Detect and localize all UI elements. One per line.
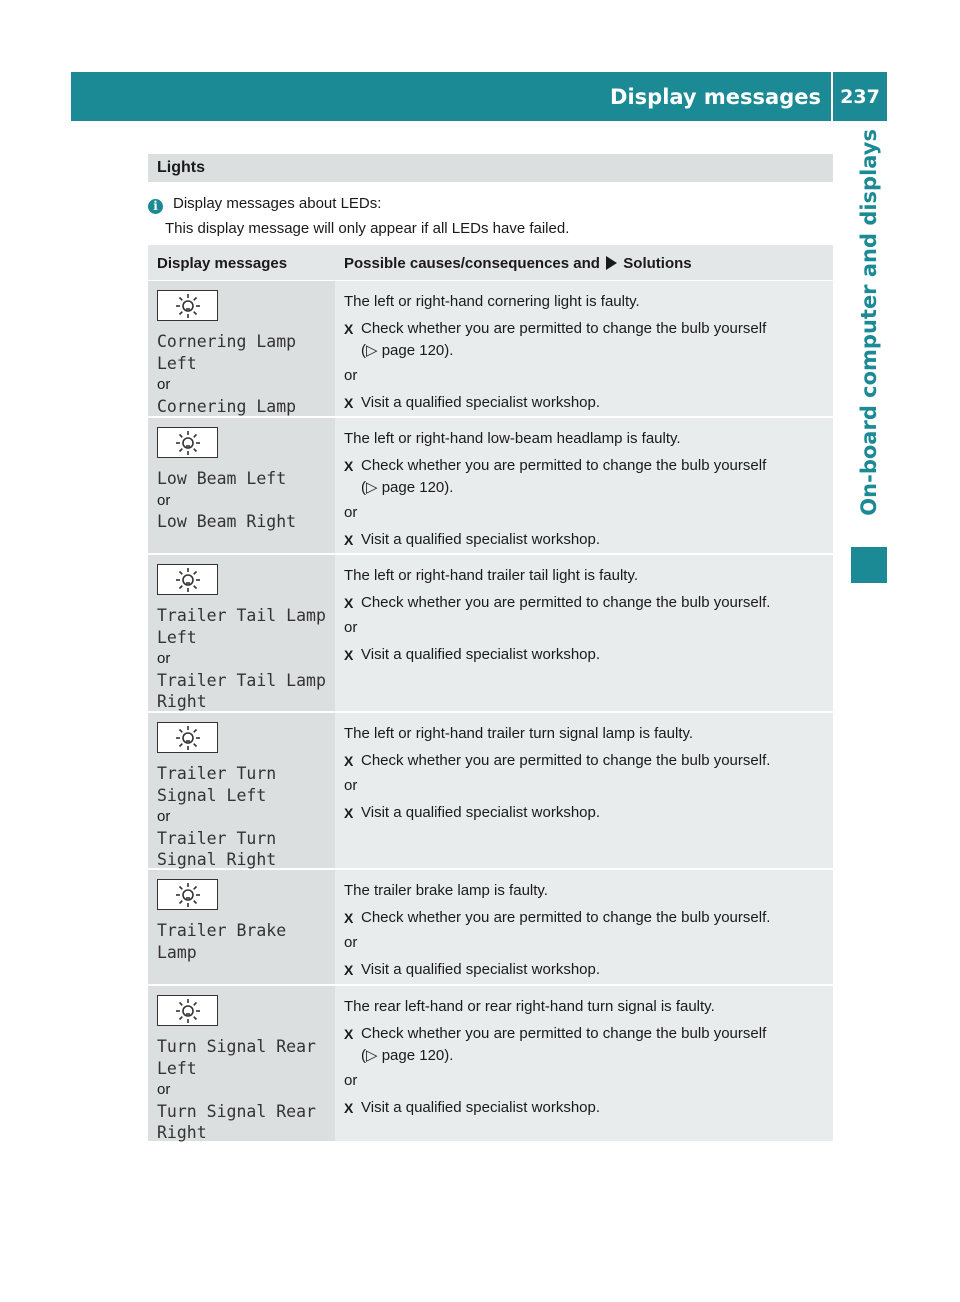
action-item <box>344 750 825 772</box>
action-item <box>344 455 825 477</box>
cause-text: The left or right-hand cornering light is faulty. <box>344 293 640 310</box>
message-text: Trailer Tail Lamp <box>157 670 326 690</box>
action-item <box>344 1023 825 1045</box>
side-tab <box>851 121 887 583</box>
side-tab-marker <box>851 547 887 583</box>
message-text: Cornering Lamp Left <box>157 332 297 373</box>
message-text: Right <box>157 692 207 711</box>
or-separator: or <box>344 504 358 521</box>
action-text: Visit a qualified specialist workshop. <box>361 394 601 411</box>
info-note <box>148 191 833 241</box>
message-text: Signal Right <box>157 850 277 869</box>
cause-text: The left or right-hand trailer turn signal lamp is faulty. <box>344 725 694 742</box>
message-text: Left <box>157 627 197 647</box>
page-reference: (▷ page 120). <box>361 1047 454 1064</box>
action-item <box>344 959 825 981</box>
message-text: Low Beam Right <box>157 512 297 531</box>
or-separator: or <box>157 650 171 667</box>
message-text: Cornering Lamp <box>157 396 297 416</box>
cause-text: The trailer brake lamp is faulty. <box>344 882 548 899</box>
action-text: Check whether you are permitted to change the bulb yourself <box>361 457 767 474</box>
bulb-icon <box>157 722 218 753</box>
action-text: Check whether you are permitted to change the bulb yourself. <box>361 909 771 926</box>
page-reference: (▷ page 120). <box>361 342 454 359</box>
or-separator: or <box>344 777 358 794</box>
page-reference: (▷ page 120). <box>361 479 454 496</box>
table-row <box>148 555 833 713</box>
col-header-messages: Display messages <box>157 255 288 272</box>
action-text: Visit a qualified specialist workshop. <box>361 961 601 978</box>
or-separator: or <box>157 1081 171 1098</box>
table-row <box>148 870 833 986</box>
header-title: Display messages <box>610 84 821 109</box>
page-number: 237 <box>840 85 880 108</box>
solution-cell <box>335 281 833 416</box>
or-separator: or <box>344 619 358 636</box>
display-message-cell <box>148 281 335 416</box>
display-messages-table <box>148 245 833 1143</box>
message-text: Left <box>157 1058 197 1078</box>
action-item <box>344 392 825 414</box>
section-title: Lights <box>148 154 833 182</box>
action-marker: X <box>344 595 354 611</box>
bulb-icon <box>157 290 218 321</box>
cause-text: The left or right-hand low-beam headlamp is faulty. <box>344 430 681 447</box>
col-header-solutions <box>335 245 833 280</box>
action-marker: X <box>344 962 354 978</box>
action-marker: X <box>344 1026 354 1042</box>
action-marker: X <box>344 1100 354 1116</box>
action-marker: X <box>344 321 354 337</box>
table-row <box>148 713 833 870</box>
info-text-2: This display message will only appear if all LEDs have failed. <box>165 220 570 237</box>
solution-cell <box>335 713 833 868</box>
action-text: Visit a qualified specialist workshop. <box>361 1099 601 1116</box>
action-text: Visit a qualified specialist workshop. <box>361 646 601 663</box>
solution-cell <box>335 555 833 711</box>
solution-cell <box>335 870 833 984</box>
info-text-1: Display messages about LEDs: <box>173 195 382 212</box>
or-separator: or <box>344 367 358 384</box>
table-row <box>148 418 833 555</box>
or-separator: or <box>157 491 171 509</box>
bulb-icon <box>157 995 218 1026</box>
action-item <box>344 1097 825 1119</box>
bulb-icon <box>157 879 218 910</box>
cause-text: The left or right-hand trailer tail light is faulty. <box>344 567 639 584</box>
col-header-causes: Possible causes/consequences and <box>344 255 600 272</box>
action-marker: X <box>344 532 354 548</box>
action-marker: X <box>344 805 354 821</box>
message-text: Turn Signal Rear <box>157 1037 316 1056</box>
action-item <box>344 644 825 666</box>
table-header <box>148 245 833 281</box>
table-row <box>148 281 833 418</box>
message-text: Right <box>157 1123 207 1142</box>
action-item <box>344 592 825 614</box>
solution-cell <box>335 986 833 1141</box>
message-text: Trailer Turn <box>157 828 277 848</box>
or-separator: or <box>157 376 171 393</box>
action-item <box>344 802 825 824</box>
display-message-cell <box>148 986 335 1141</box>
arrow-icon <box>606 256 617 270</box>
page-header <box>71 72 887 121</box>
action-marker: X <box>344 458 354 474</box>
action-text: Check whether you are permitted to change the bulb yourself <box>361 1025 767 1042</box>
display-message-cell <box>148 418 335 553</box>
message-text: Trailer Brake Lamp <box>157 921 287 962</box>
message-text: Trailer Turn <box>157 764 277 783</box>
table-row <box>148 986 833 1143</box>
action-marker: X <box>344 395 354 411</box>
action-text: Visit a qualified specialist workshop. <box>361 804 601 821</box>
action-text: Check whether you are permitted to change the bulb yourself. <box>361 752 771 769</box>
bulb-icon <box>157 564 218 595</box>
message-text: Signal Left <box>157 785 267 805</box>
info-icon: i <box>148 199 163 214</box>
display-message-cell <box>148 870 335 984</box>
action-marker: X <box>344 910 354 926</box>
action-marker: X <box>344 753 354 769</box>
action-item <box>344 318 825 340</box>
solution-cell <box>335 418 833 553</box>
or-separator: or <box>344 934 358 951</box>
or-separator: or <box>157 808 171 825</box>
action-item <box>344 529 825 551</box>
action-item <box>344 907 825 929</box>
bulb-icon <box>157 427 218 458</box>
display-message-cell <box>148 713 335 868</box>
message-text: Turn Signal Rear <box>157 1101 316 1121</box>
display-message-cell <box>148 555 335 711</box>
message-text: Trailer Tail Lamp <box>157 606 326 625</box>
message-text: Low Beam Left <box>157 469 287 488</box>
action-text: Check whether you are permitted to change the bulb yourself <box>361 320 767 337</box>
action-text: Visit a qualified specialist workshop. <box>361 531 601 548</box>
col-header-solutions-label: Solutions <box>623 255 692 272</box>
or-separator: or <box>344 1072 358 1089</box>
action-marker: X <box>344 647 354 663</box>
action-text: Check whether you are permitted to change the bulb yourself. <box>361 594 771 611</box>
cause-text: The rear left-hand or rear right-hand turn signal is faulty. <box>344 998 715 1015</box>
side-tab-label: On-board computer and displays <box>857 129 881 516</box>
